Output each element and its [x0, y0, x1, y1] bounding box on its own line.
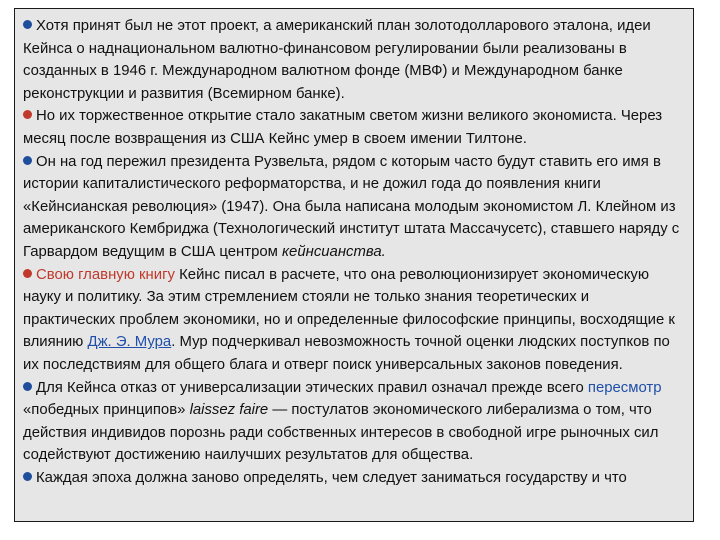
paragraph-6 — [23, 467, 685, 490]
paragraph-4-text-before-link: Кейнс писал в расчете, что она революционизирует экономическую науку и политику. За этим стремлением стояли не только знания теоретических и практических проблем экономики, но и определенные философские принципы, восходящие к влиянию — [23, 266, 675, 351]
bullet-dot-icon — [23, 110, 32, 119]
bullet-dot-icon — [23, 382, 32, 391]
paragraph-5-text-start: Для Кейнса отказ от универсализации этических правил означал прежде всего — [36, 379, 584, 396]
paragraph-4-highlight: Свою главную книгу — [36, 266, 175, 283]
paragraph-5-italic-phrase: laissez faire — [189, 402, 269, 419]
bullet-dot-icon — [23, 472, 32, 481]
paragraph-5-highlight: пересмотр — [587, 379, 662, 396]
paragraph-1 — [23, 15, 685, 105]
paragraph-2-text: Но их торжественное открытие стало закатным светом жизни великого экономиста. Через месяц после возвращения из США Кейнс умер в своем имении Тилтоне. — [23, 108, 663, 147]
paragraph-6-text: Каждая эпоха должна заново определять, чем следует заниматься государству и что — [36, 469, 627, 486]
paragraph-3-italic-tail: кейнсианства. — [282, 243, 386, 260]
bullet-dot-icon — [23, 269, 32, 278]
paragraph-2 — [23, 105, 685, 150]
bullet-dot-icon — [23, 156, 32, 165]
paragraph-3-text: Он на год пережил президента Рузвельта, рядом с которым часто будут ставить его имя в истории капиталистического реформаторства, и не дожил года до появления книги «Кейнсианская революция» (1947). Она была написана молодым экономистом Л. Клейном из американского Кембриджа (Технологический институт штата Массачусетс), ставшего наряду с Гарвардом ведущим в США центром — [23, 153, 680, 260]
paragraph-4-text-after-link: . Мур подчеркивал невозможность точной оценки людских поступков по их последствиям для общего блага и отверг поиск универсальных законов поведения. — [23, 334, 670, 373]
moore-link[interactable]: Дж. Э. Мура — [87, 334, 172, 351]
paragraph-5-text-mid: «победных принципов» — [23, 402, 186, 419]
paragraph-1-text: Хотя принят был не этот проект, а американский план золотодолларового эталона, идеи Кейнса о наднациональном валютно-финансовом регулировании были реализованы в созданных в 1946 г. Международном валютном фонде (МВФ) и Международном банке реконструкции и развития (Всемирном банке). — [23, 18, 651, 102]
paragraph-5 — [23, 377, 685, 467]
paragraph-3 — [23, 151, 685, 264]
paragraph-4 — [23, 264, 685, 377]
bullet-dot-icon — [23, 20, 32, 29]
slide-text-panel — [14, 8, 694, 522]
paragraph-5-text-end: — постулатов экономического либерализма о том, что действия индивидов порознь ради собственных интересов в свободной игре рыночных сил содействуют достижению наилучших результатов для общества. — [23, 402, 659, 464]
